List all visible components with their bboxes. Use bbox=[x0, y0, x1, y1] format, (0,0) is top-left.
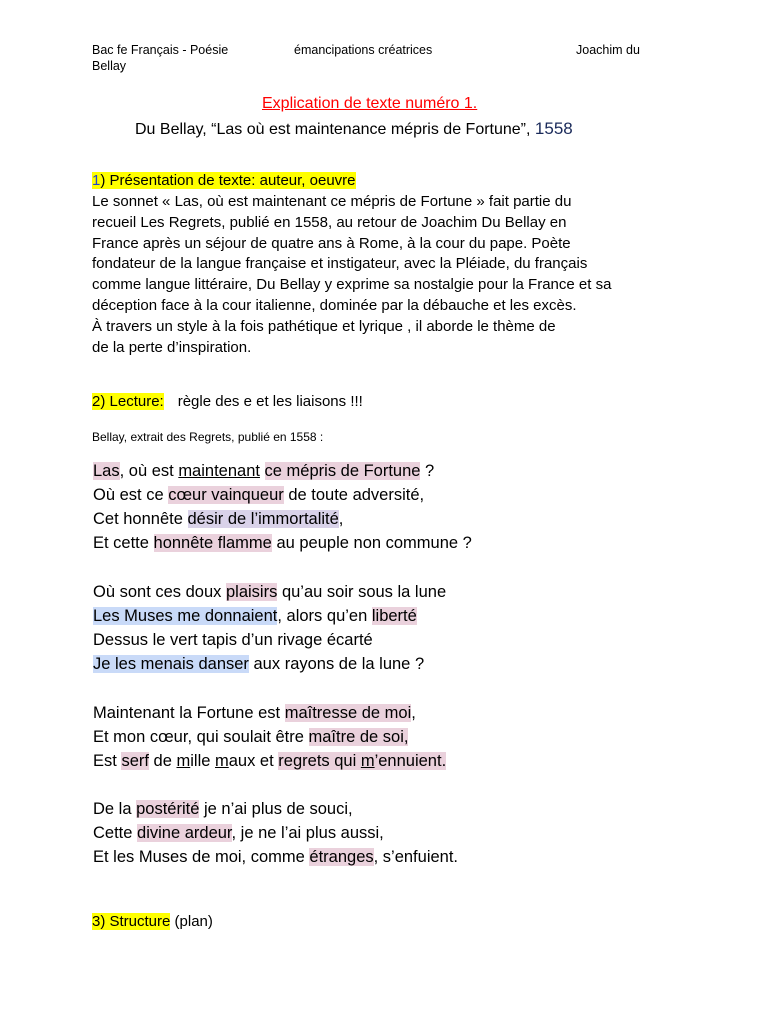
poem-stanza-1 bbox=[93, 459, 472, 555]
poem-text: Et les Muses de moi, comme bbox=[93, 848, 310, 866]
poem-line bbox=[93, 507, 472, 531]
header-left: Bac fe Français - Poésie bbox=[92, 43, 229, 57]
poem-text: , bbox=[411, 704, 416, 722]
header-right: Joachim du bbox=[576, 43, 640, 57]
poem-highlight: maîtresse de moi bbox=[284, 704, 412, 722]
poem-line bbox=[93, 701, 446, 725]
section-1-label: ) Présentation de texte: auteur, oeuvre bbox=[100, 172, 356, 189]
poem-text: qu’au soir sous la lune bbox=[277, 583, 447, 601]
poem-stanza-4 bbox=[93, 797, 458, 869]
poem-text: Dessus le vert tapis d’un rivage écarté bbox=[93, 631, 373, 649]
poem-text: Cet honnête bbox=[93, 510, 188, 528]
poem-highlight: Las bbox=[93, 462, 120, 480]
poem-highlight: serf bbox=[121, 752, 149, 770]
poem-text: aux rayons de la lune ? bbox=[248, 655, 425, 673]
poem-text: Est bbox=[93, 752, 122, 770]
header-left-cont: Bellay bbox=[92, 59, 127, 73]
poem-text: de bbox=[148, 752, 177, 770]
poem-text: de toute adversité, bbox=[283, 486, 425, 504]
poem-highlight: Je les menais danser bbox=[93, 655, 249, 673]
poem-stanza-2 bbox=[93, 580, 446, 676]
poem-text: ille bbox=[190, 752, 215, 770]
poem-text: je n’ai plus de souci, bbox=[199, 800, 353, 818]
poem-text: aux et bbox=[228, 752, 279, 770]
poem-highlight: maître de soi, bbox=[308, 728, 409, 746]
document-title: Explication de texte numéro 1. bbox=[262, 95, 478, 112]
poem-text: Maintenant la Fortune est bbox=[93, 704, 285, 722]
poem-text bbox=[260, 462, 265, 480]
poem-text: Où est ce bbox=[93, 486, 169, 504]
poem-underline: m bbox=[215, 752, 229, 770]
poem-highlight: plaisirs bbox=[226, 583, 278, 601]
section-2-note: règle des e et les liaisons !!! bbox=[177, 393, 363, 410]
poem-line bbox=[93, 652, 446, 676]
paragraph-line: comme langue littéraire, Du Bellay y exprime sa nostalgie pour la France et sa bbox=[92, 276, 612, 294]
poem-underline: maintenant bbox=[178, 462, 260, 480]
poem-text: Où sont ces doux bbox=[93, 583, 226, 601]
poem-highlight: étranges bbox=[309, 848, 374, 866]
document-subtitle bbox=[135, 119, 573, 139]
poem-text: ’ennuient. bbox=[374, 752, 447, 770]
paragraph-line: de la perte d’inspiration. bbox=[92, 338, 252, 356]
poem-line bbox=[93, 797, 458, 821]
poem-text: , alors qu’en bbox=[277, 607, 372, 625]
section-1-paragraph bbox=[92, 192, 692, 358]
poem-text: , s’enfuient. bbox=[373, 848, 459, 866]
poem-underline: m bbox=[360, 752, 375, 770]
poem-line bbox=[93, 845, 458, 869]
paragraph-line: À travers un style à la fois pathétique et lyrique , il aborde le thème de bbox=[92, 317, 556, 335]
poem-text: Cette bbox=[93, 824, 138, 842]
poem-source: Bellay, extrait des Regrets, publié en 1558 : bbox=[92, 430, 324, 444]
poem-text: , bbox=[338, 510, 344, 528]
paragraph-line: France après un séjour de quatre ans à Rome, à la cour du pape. Poète bbox=[92, 234, 571, 252]
poem-text: au peuple non commune ? bbox=[271, 534, 472, 552]
section-1-heading bbox=[92, 172, 356, 189]
poem-line bbox=[93, 725, 446, 749]
poem-highlight: honnête flamme bbox=[153, 534, 272, 552]
poem-text: regrets qui bbox=[278, 752, 361, 770]
poem-text: , où est bbox=[119, 462, 179, 480]
poem-line bbox=[93, 604, 446, 628]
poem-text: Et mon cœur, qui soulait être bbox=[93, 728, 309, 746]
section-1-number: 1 bbox=[92, 172, 101, 189]
poem-highlight: cœur vainqueur bbox=[168, 486, 284, 504]
poem-text: De la bbox=[93, 800, 137, 818]
poem-line bbox=[93, 580, 446, 604]
poem-line bbox=[93, 628, 446, 652]
poem-stanza-3 bbox=[93, 701, 446, 773]
poem-line bbox=[93, 821, 458, 845]
poem-line bbox=[93, 531, 472, 555]
section-3-note: (plan) bbox=[170, 913, 213, 930]
poem-highlight: ce mépris de Fortune bbox=[264, 462, 421, 480]
poem-highlight: divine ardeur bbox=[137, 824, 232, 842]
header-center: émancipations créatrices bbox=[294, 43, 433, 57]
poem-line bbox=[93, 459, 472, 483]
section-3-label: 3) Structure bbox=[92, 913, 171, 930]
section-3-heading bbox=[92, 913, 213, 930]
section-2-label: 2) Lecture: bbox=[92, 393, 164, 410]
subtitle-year: 1558 bbox=[534, 119, 573, 138]
poem-highlight: postérité bbox=[136, 800, 200, 818]
subtitle-text: Du Bellay, “Las où est maintenance mépris de Fortune”, bbox=[135, 121, 531, 138]
poem-line bbox=[93, 749, 446, 773]
paragraph-line: recueil Les Regrets, publié en 1558, au retour de Joachim Du Bellay en bbox=[92, 213, 567, 231]
poem-text: Et cette bbox=[93, 534, 154, 552]
poem-highlight: liberté bbox=[371, 607, 417, 625]
paragraph-line: fondateur de la langue française et instigateur, avec la Pléiade, du français bbox=[92, 255, 588, 273]
poem-text: ? bbox=[420, 462, 435, 480]
paragraph-line: Le sonnet « Las, où est maintenant ce mépris de Fortune » fait partie du bbox=[92, 193, 572, 210]
poem-highlight: Les Muses me donnaient bbox=[93, 607, 278, 625]
paragraph-line: déception face à la cour italienne, dominée par la débauche et les excès. bbox=[92, 296, 577, 314]
poem-highlight bbox=[278, 752, 446, 770]
poem-underline: m bbox=[176, 752, 191, 770]
section-2-heading bbox=[92, 393, 363, 410]
poem-text: , je ne l’ai plus aussi, bbox=[231, 824, 384, 842]
poem-highlight: désir de l’immortalité bbox=[187, 510, 339, 528]
poem-line bbox=[93, 483, 472, 507]
